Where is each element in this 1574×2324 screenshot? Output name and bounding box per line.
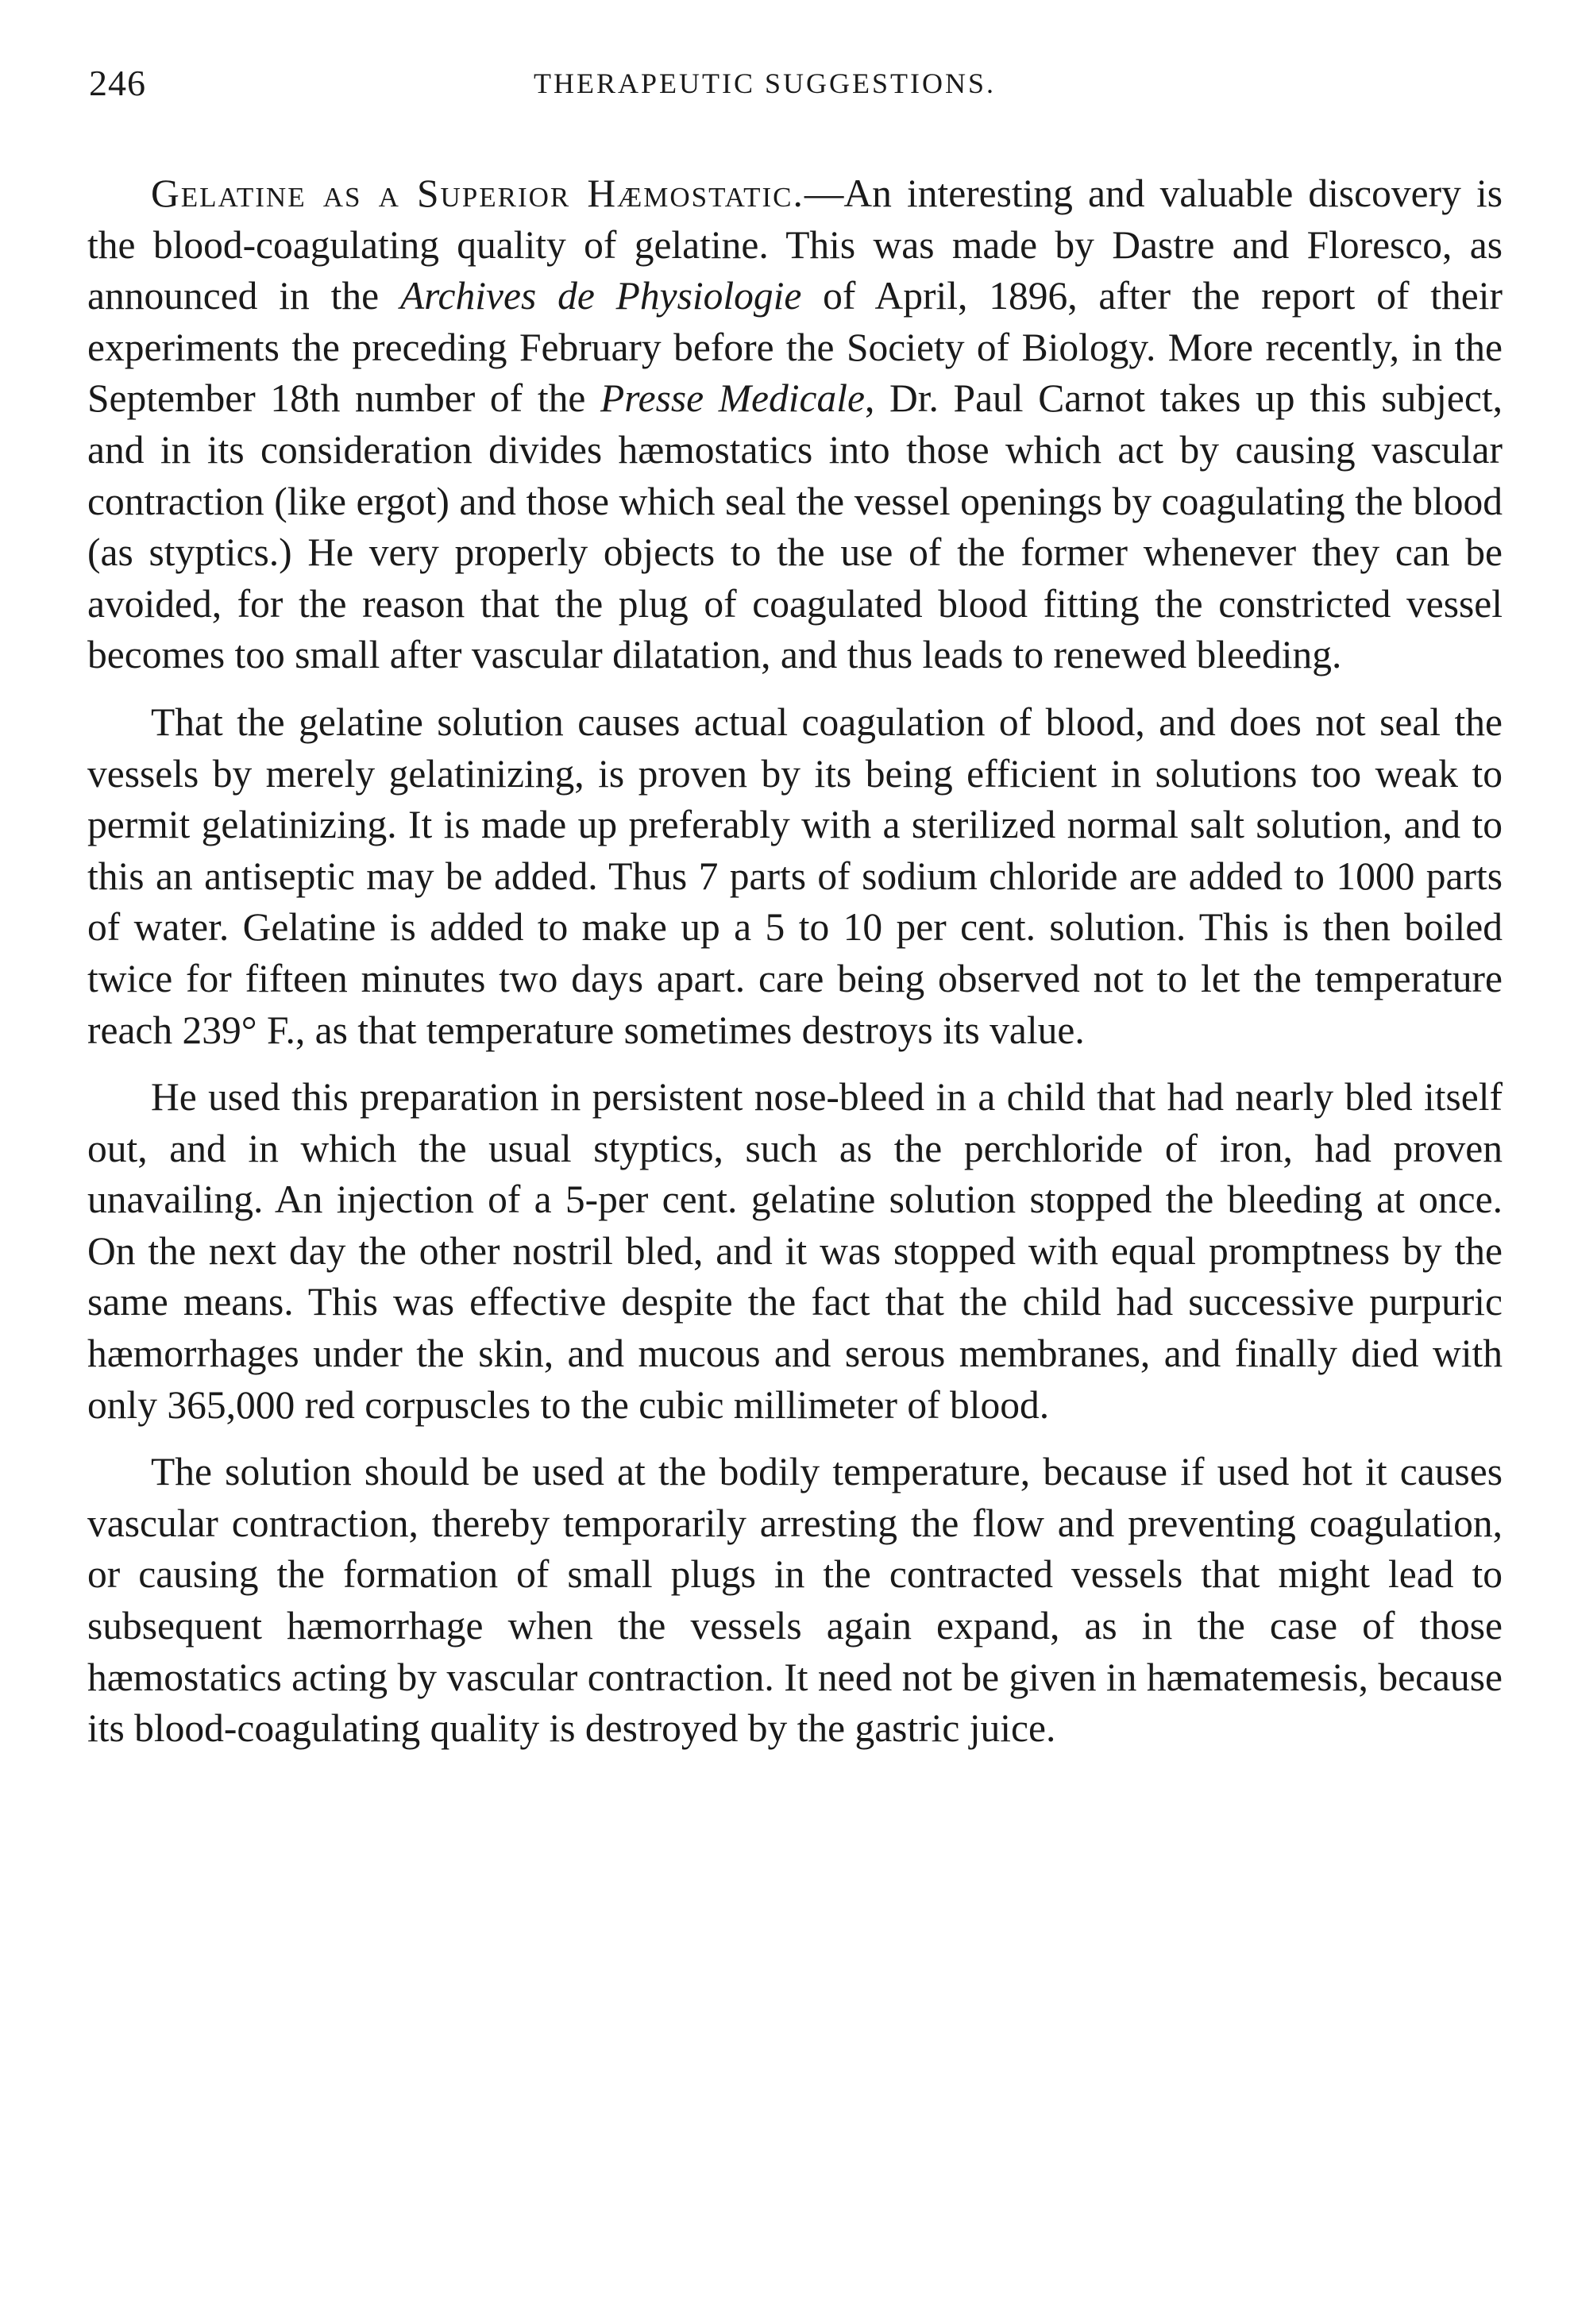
heading-dash: — (804, 172, 844, 215)
section-heading: Gelatine as a Superior Hæmostatic. (151, 172, 804, 215)
paragraph-1-text-1: An interesting and valuable discovery is the blood-coagulating quality of gelatine. This was made by Dastre and Floresco, as announced in the (87, 172, 1503, 318)
page-number: 246 (89, 63, 146, 103)
running-head (89, 62, 1495, 110)
journal-title-archives: Archives de Physiologie (399, 274, 802, 318)
journal-title-presse: Presse Medicale (600, 376, 865, 421)
body-text (87, 168, 1503, 1755)
paragraph-1-text-2: of April, 1896, after the report of their experiments the preceding February before the Society of Biology. More recently, in the September 18th number of the (87, 274, 1503, 421)
paragraph-1 (87, 168, 1503, 681)
running-title: THERAPEUTIC SUGGESTIONS. (534, 67, 997, 99)
paragraph-4: The solution should be used at the bodily temperature, because if used hot it causes vascular contraction, thereby temporarily arresting the flow and preventing coagulation, or causing the formation of small plugs in the contracted vessels that might lead to subsequent hæmorrhage when the vessels again expand, as in the case of those hæmostatics acting by vascular contraction. It need not be given in hæmatemesis, because its blood-coagulating quality is destroyed by the gastric juice. (87, 1450, 1503, 1751)
paragraph-3: He used this preparation in persistent nose-bleed in a child that had nearly bled itself out, and in which the usual styptics, such as the perchloride of iron, had proven unavailing. An injection of a 5-per cent. gelatine solution stopped the bleeding at once. On the next day the other nostril bled, and it was stopped with equal promptness by the same means. This was effective despite the fact that the child had successive purpuric hæmorrhages under the skin, and mucous and serous membranes, and finally died with only 365,000 red corpuscles to the cubic millimeter of blood. (87, 1075, 1503, 1427)
paragraph-1-text-3: , Dr. Paul Carnot takes up this subject, and in its consideration divides hæmostatics into those which act by causing vascular contraction (like ergot) and those which seal the vessel openings by coagulating the blood (as styptics.) He very properly objects to the use of the former whenever they can be avoided, for the reason that the plug of coagulated blood fitting the constricted vessel becomes too small after vascular dilatation, and thus leads to renewed bleeding. (87, 376, 1503, 677)
paragraph-2: That the gelatine solution causes actual coagulation of blood, and does not seal the vessels by merely gelatinizing, is proven by its being efficient in solutions too weak to permit gelatinizing. It is made up preferably with a sterilized normal salt solution, and to this an antiseptic may be added. Thus 7 parts of sodium chloride are added to 1000 parts of water. Gelatine is added to make up a 5 to 10 per cent. solution. This is then boiled twice for fifteen minutes two days apart. care being observed not to let the temperature reach 239° F., as that temperature sometimes destroys its value. (87, 700, 1503, 1052)
